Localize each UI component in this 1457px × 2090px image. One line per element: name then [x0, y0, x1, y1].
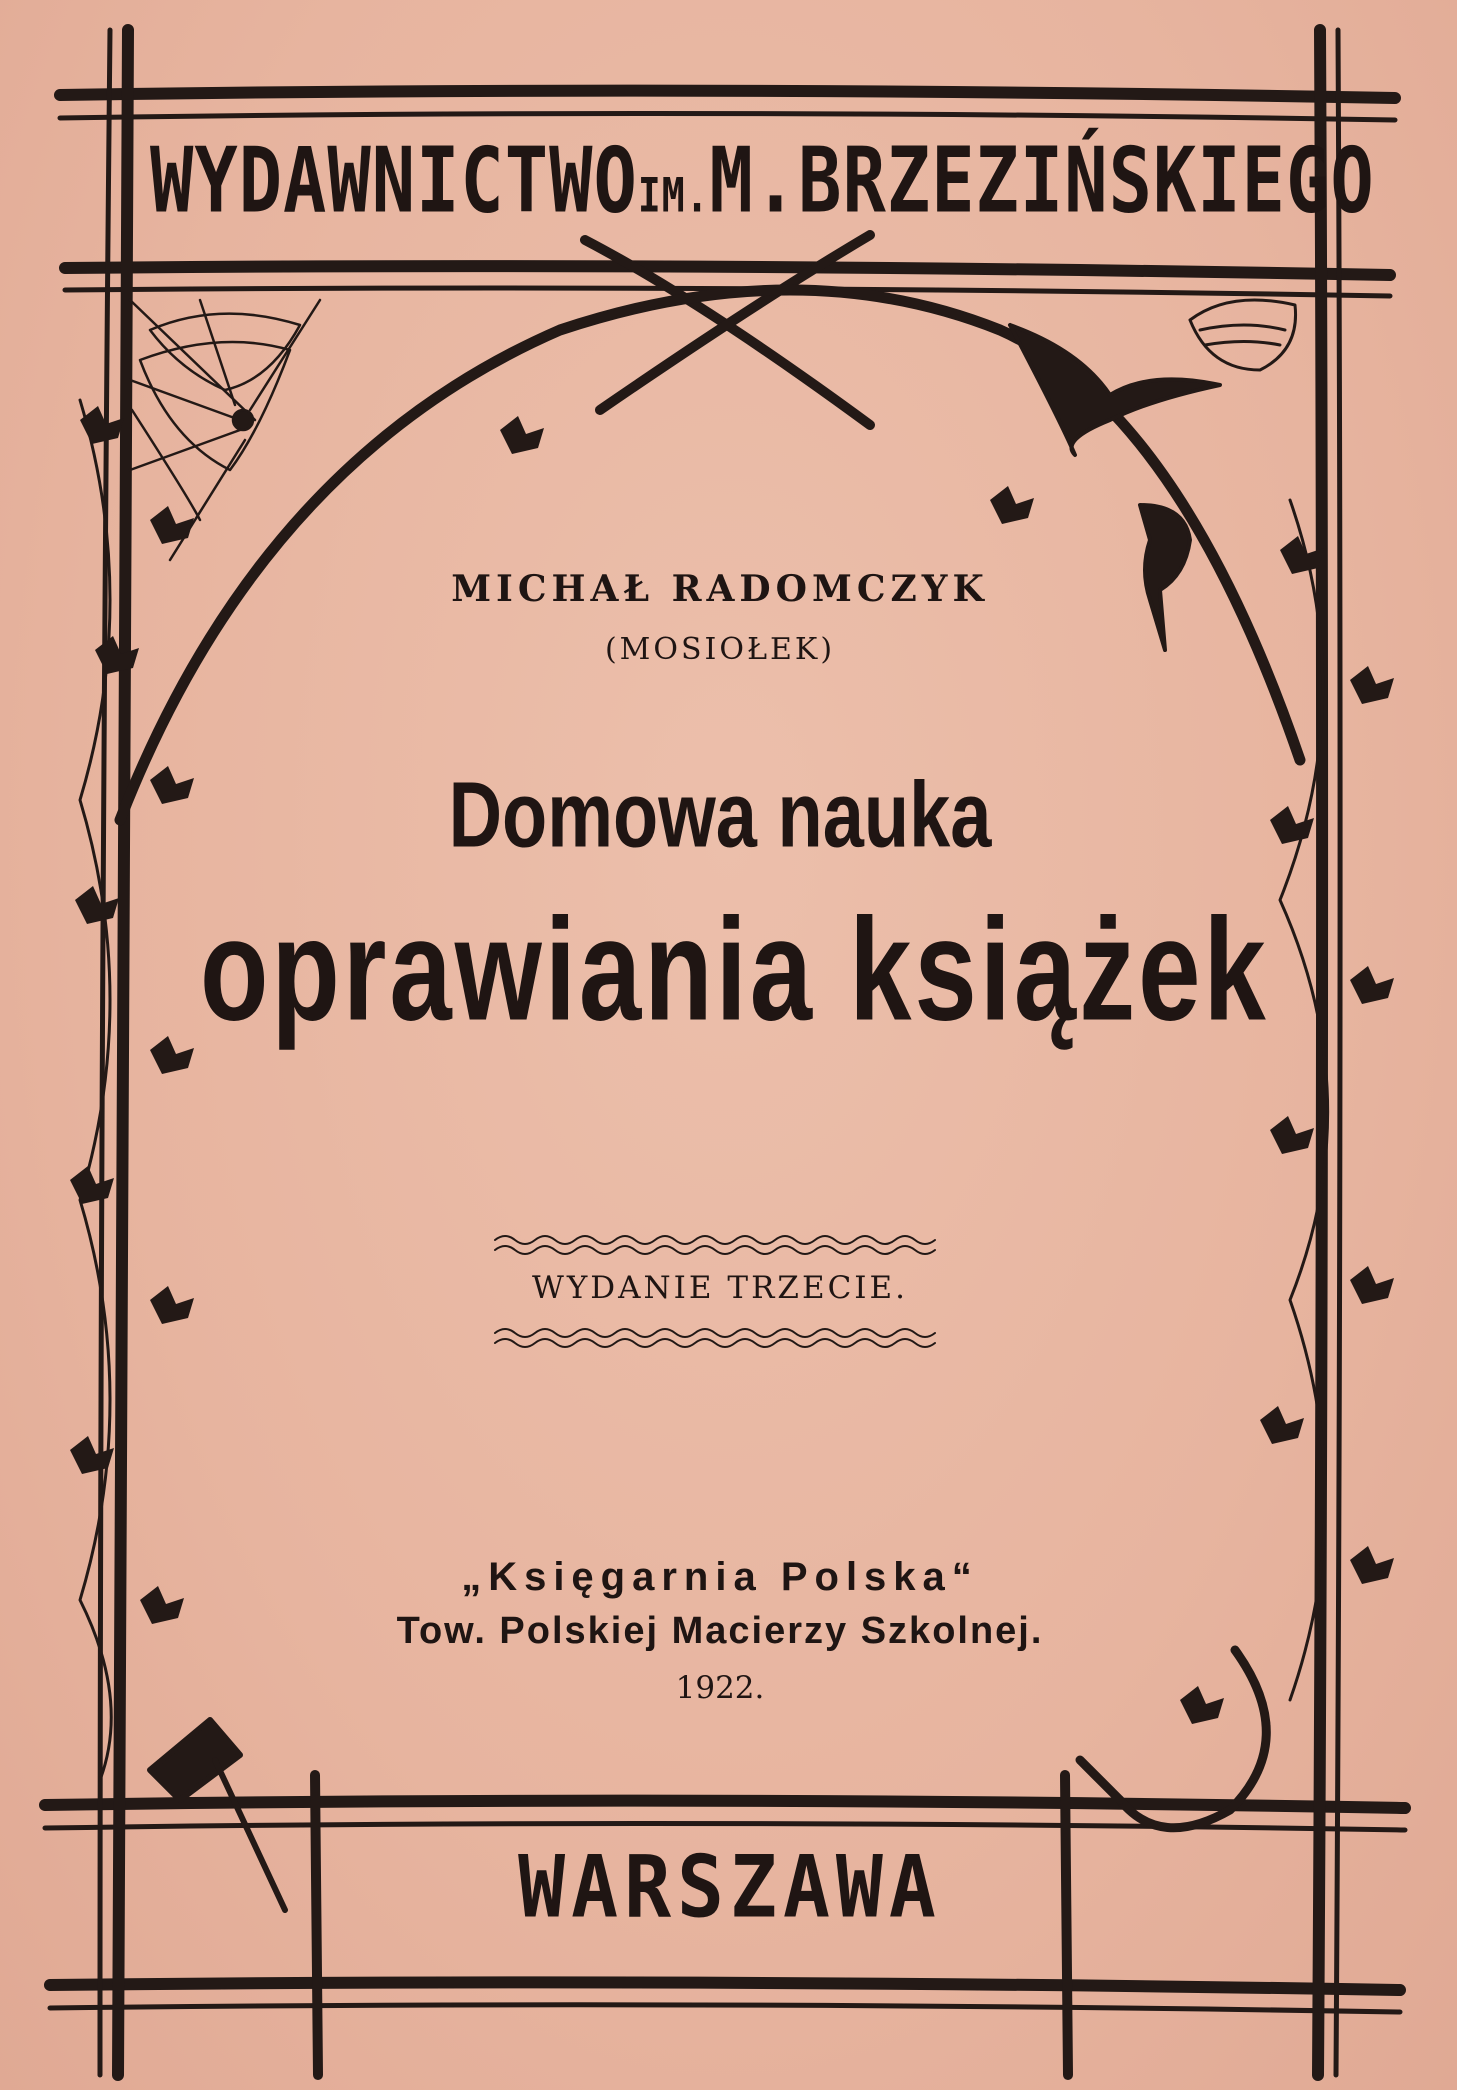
author-pseudonym: (MOSIOŁEK) — [604, 632, 836, 667]
publisher-name — [150, 127, 1375, 233]
book-title-line2: oprawiania książek — [200, 888, 1269, 1051]
book-title-line1: Domowa nauka — [448, 762, 992, 867]
publication-city: WARSZAWA — [518, 1838, 942, 1938]
society-name: Tow. Polskiej Macierzy Szkolnej. — [396, 1610, 1044, 1652]
nest — [1190, 300, 1296, 370]
wavy-divider-bottom — [495, 1329, 935, 1347]
publisher-surname: M.BRZEZIŃSKIEGO — [709, 127, 1375, 233]
author-name: MICHAŁ RADOMCZYK — [451, 568, 989, 610]
wavy-divider-top — [495, 1236, 935, 1254]
bird-perched — [1140, 505, 1190, 650]
hammer-icon — [150, 1720, 285, 1910]
publisher-im: IM. — [637, 167, 710, 223]
publication-year: 1922. — [675, 1670, 765, 1706]
edition-label: WYDANIE TRZECIE. — [531, 1270, 909, 1306]
publisher-word: WYDAWNICTWO — [150, 127, 638, 233]
bookshop-name: „Księgarnia Polska“ — [461, 1555, 979, 1599]
bird-flying — [1010, 325, 1220, 455]
